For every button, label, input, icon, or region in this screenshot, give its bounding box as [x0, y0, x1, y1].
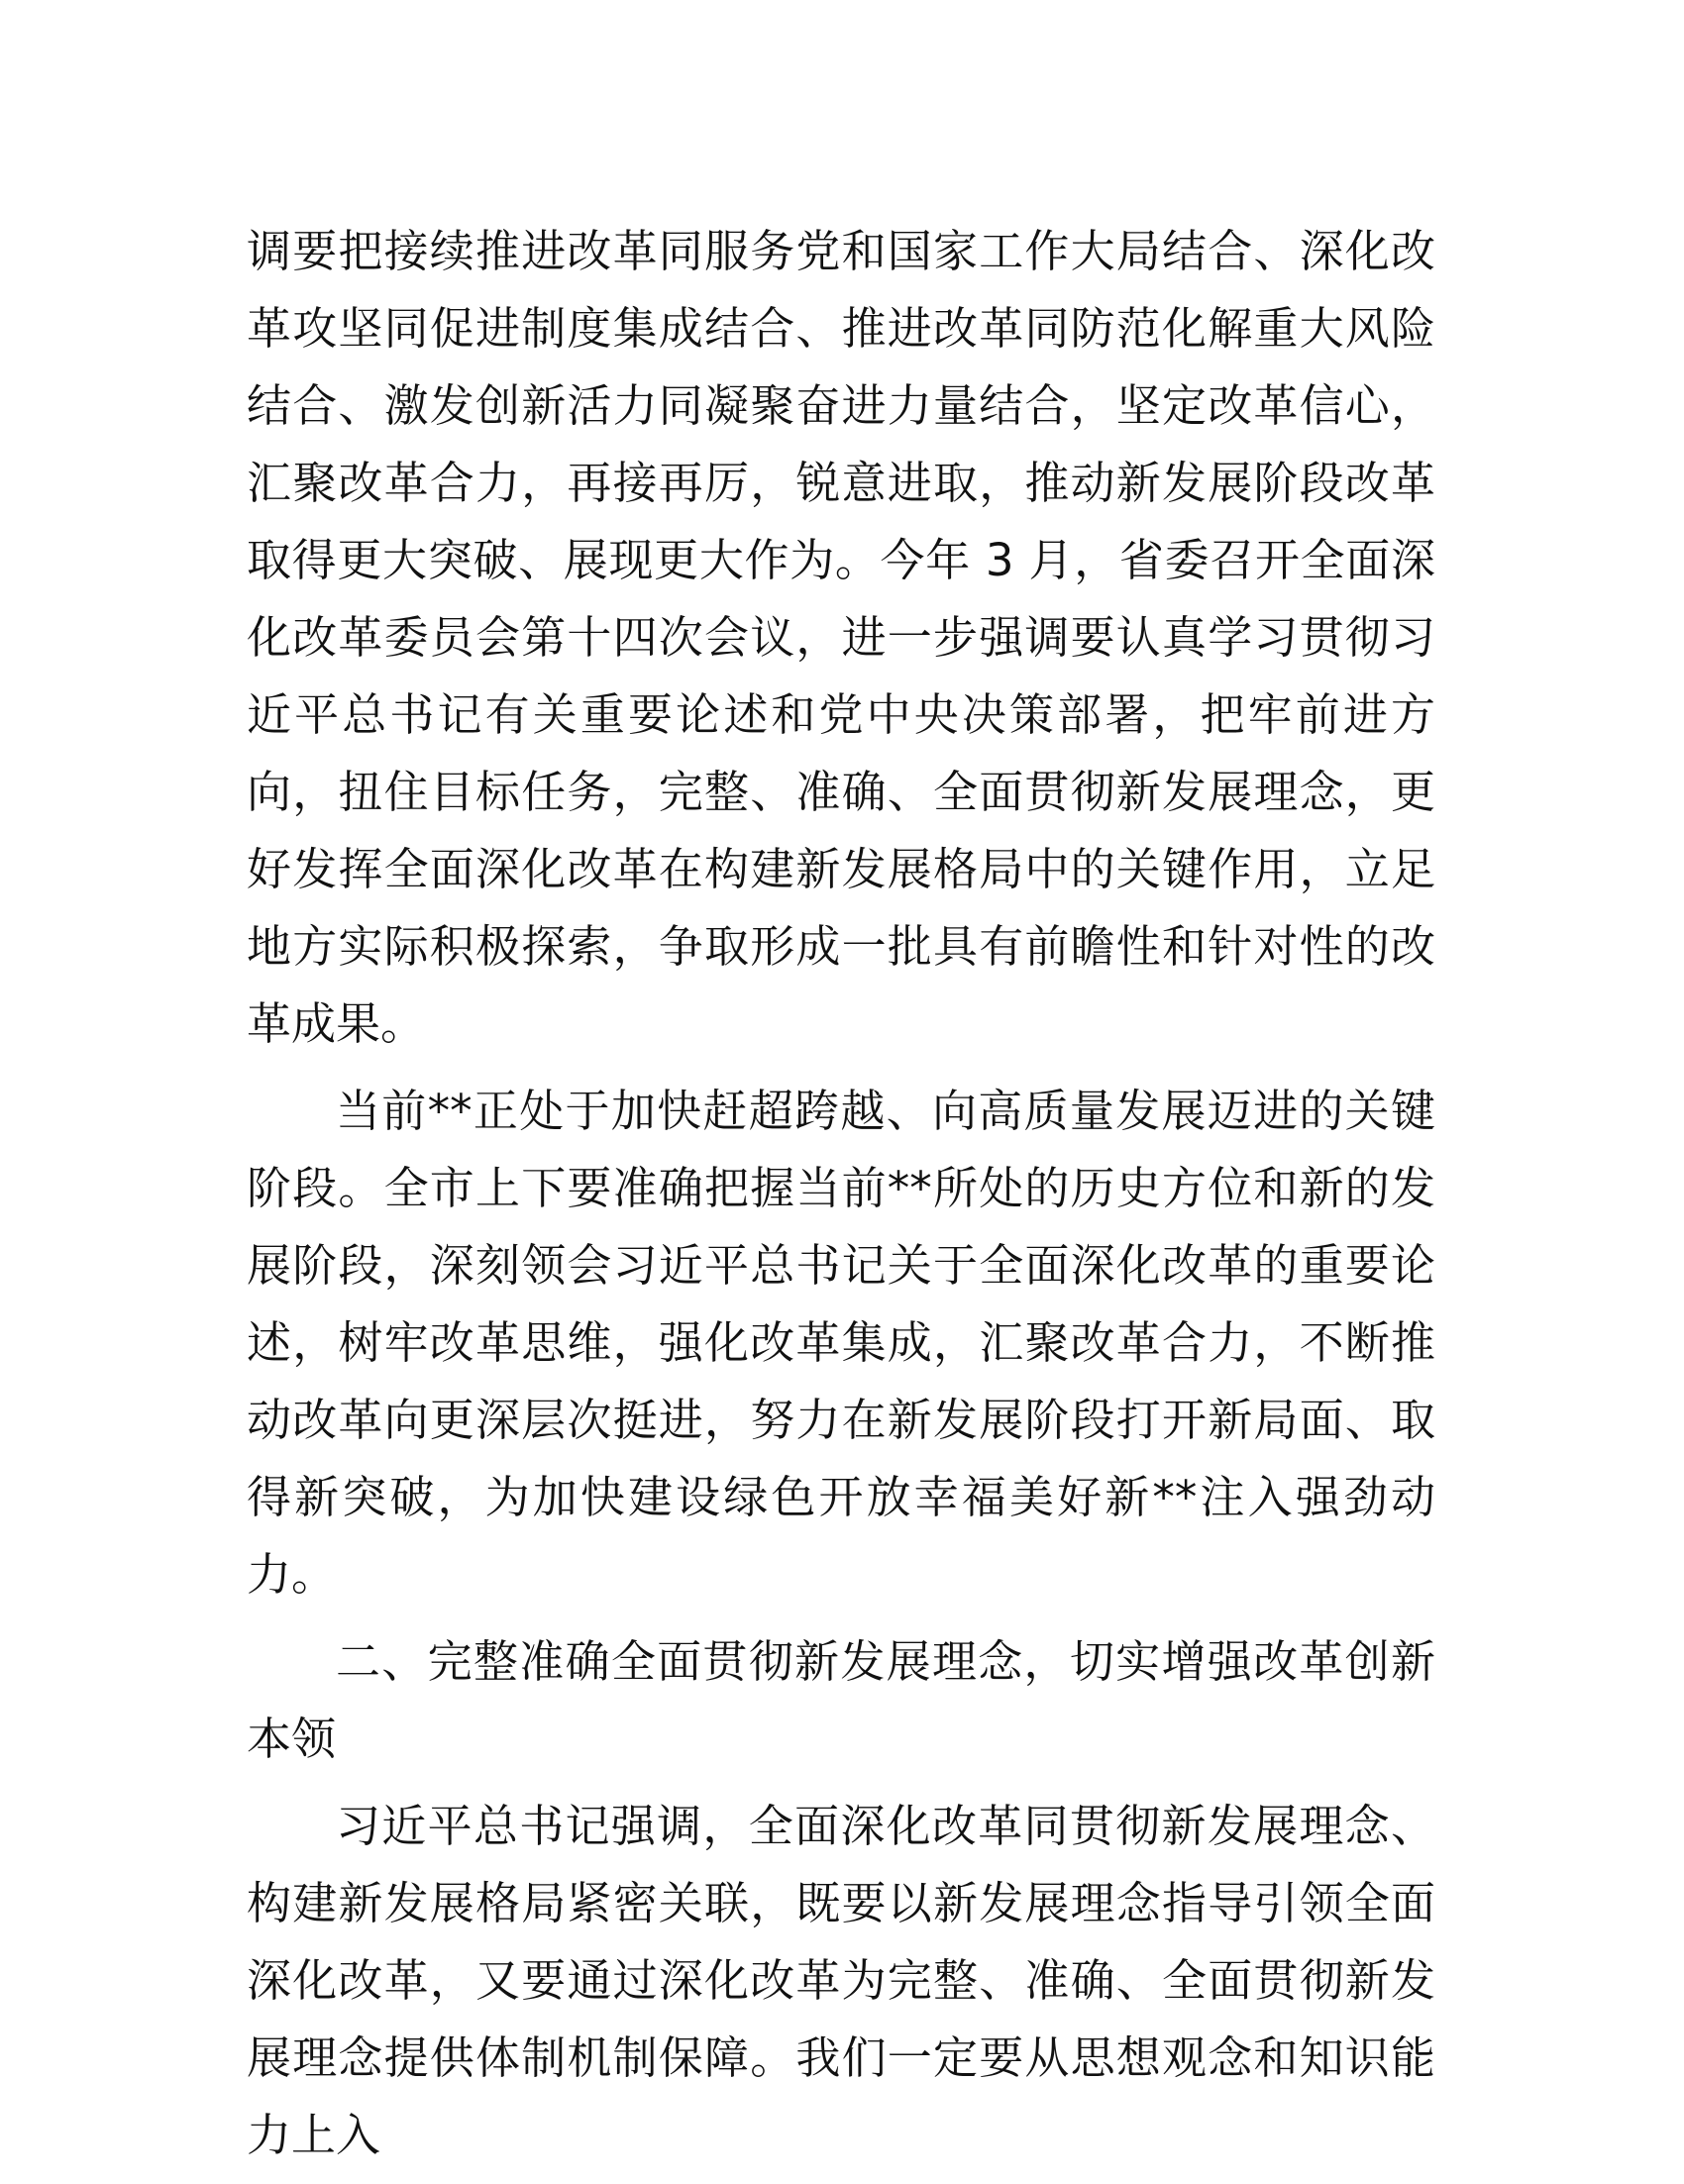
paragraph-continuation: 调要把接续推进改革同服务党和国家工作大局结合、深化改革攻坚同促进制度集成结合、推进改革同防范化解重大风险结合、激发创新活力同凝聚奋进力量结合，坚定改革信心，汇聚改革合力，再接再厉，锐意进取，推动新发展阶段改革取得更大突破、展现更大作为。今年 3 月，省委召开全面深化改革委员会第十四次会议，进一步强调要认真学习贯彻习近平总书记有关重要论述和党中央决策部署，把牢前进方向，扭住目标任务，完整、准确、全面贯彻新发展理念，更好发挥全面深化改革在构建新发展格局中的关键作用，立足地方实际积极探索，争取形成一批具有前瞻性和针对性的改革成果。 — [247, 225, 1435, 1050]
section-heading-2: 二、完整准确全面贯彻新发展理念，切实增强改革创新本领 — [247, 1635, 1435, 1765]
paragraph-current-stage: 当前**正处于加快赶超跨越、向高质量发展迈进的关键阶段。全市上下要准确把握当前**所处的历史方位和新的发展阶段，深刻领会习近平总书记关于全面深化改革的重要论述，树牢改革思维，强化改革集成，汇聚改革合力，不断推动改革向更深层次挺进，努力在新发展阶段打开新局面、取得新突破，为加快建设绿色开放幸福美好新**注入强劲动力。 — [247, 1085, 1435, 1601]
paragraph-new-development-concept: 习近平总书记强调，全面深化改革同贯彻新发展理念、构建新发展格局紧密关联，既要以新发展理念指导引领全面深化改革，又要通过深化改革为完整、准确、全面贯彻新发展理念提供体制机制保障。我们一定要从思想观念和知识能力上入 — [247, 1800, 1435, 2161]
document-body — [247, 213, 1435, 2184]
